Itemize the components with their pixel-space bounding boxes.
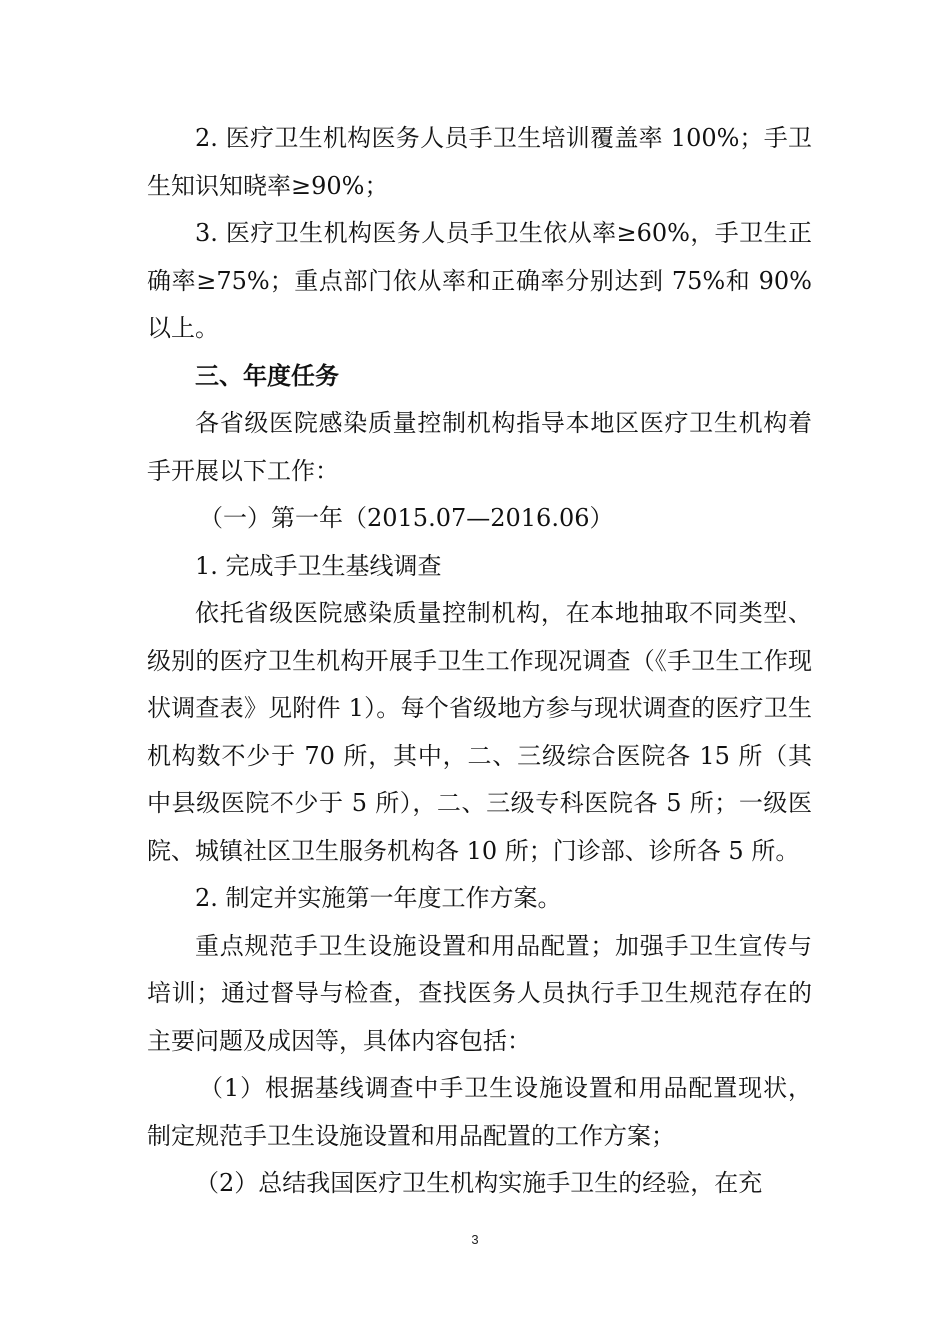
document-body (147, 115, 812, 1208)
paragraph-task-1-body: 依托省级医院感染质量控制机构，在本地抽取不同类型、级别的医疗卫生机构开展手卫生工作现况调查（《手卫生工作现状调查表》见附件 1）。每个省级地方参与现状调查的医疗卫生机构数不少于 70 所，其中，二、三级综合医院各 15 所（其中县级医院不少于 5 所），二、三级专科医院各 5 所；一级医院、城镇社区卫生服务机构各 10 所；门诊部、诊所各 5 所。 (147, 599, 812, 865)
section-heading: 三、年度任务 (195, 361, 339, 390)
list-item-1: （1）根据基线调查中手卫生设施设置和用品配置现状，制定规范手卫生设施设置和用品配置的工作方案； (147, 1074, 812, 1150)
paragraph-goal-3: 3. 医疗卫生机构医务人员手卫生依从率≥60%，手卫生正确率≥75%；重点部门依从率和正确率分别达到 75%和 90%以上。 (147, 219, 812, 342)
task-1-title: 1. 完成手卫生基线调查 (195, 551, 442, 580)
list-item-2: （2）总结我国医疗卫生机构实施手卫生的经验，在充 (195, 1169, 763, 1197)
page-number: 3 (471, 1232, 479, 1247)
paragraph-section-intro: 各省级医院感染质量控制机构指导本地区医疗卫生机构着手开展以下工作： (147, 409, 812, 485)
task-2-title: 2. 制定并实施第一年度工作方案。 (195, 884, 562, 912)
paragraph-task-2-body: 重点规范手卫生设施设置和用品配置；加强手卫生宣传与培训；通过督导与检查，查找医务人员执行手卫生规范存在的主要问题及成因等，具体内容包括： (147, 931, 812, 1055)
year-one-heading: （一）第一年（2015.07—2016.06） (199, 504, 614, 532)
paragraph-goal-2: 2. 医疗卫生机构医务人员手卫生培训覆盖率 100%；手卫生知识知晓率≥90%； (147, 124, 812, 200)
